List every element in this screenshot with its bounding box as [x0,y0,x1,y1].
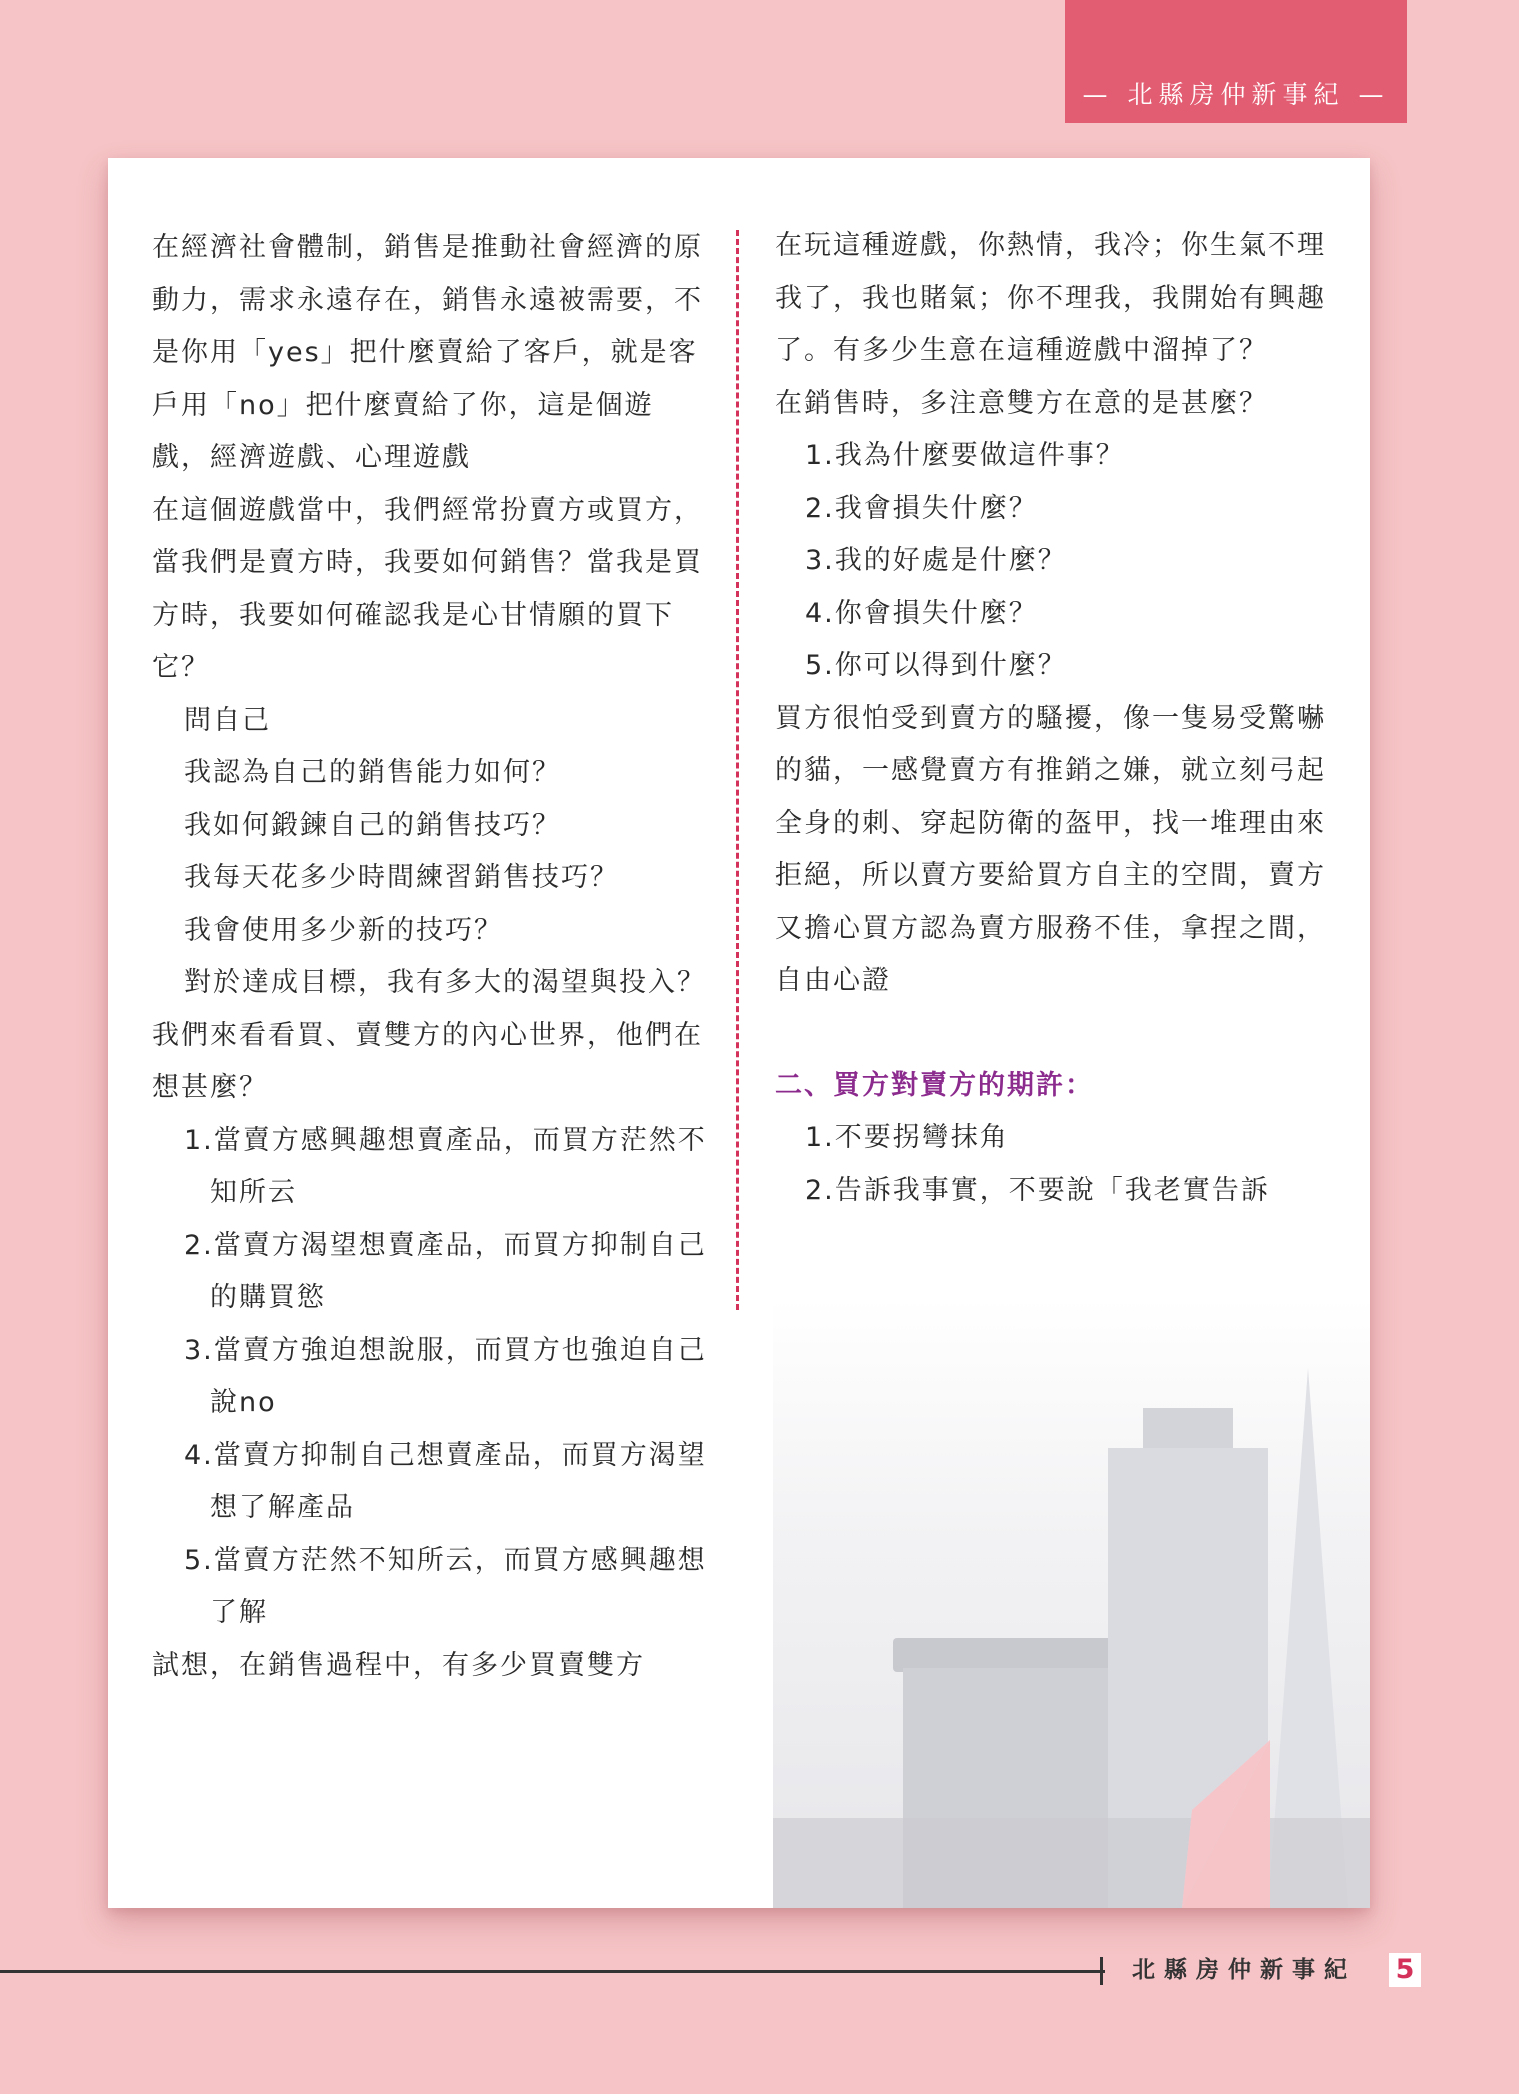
paragraph: 在玩這種遊戲，你熱情，我冷；你生氣不理我了，我也賭氣；你不理我，我開始有興趣了。有多少生意在這種遊戲中溜掉了？ [775,230,1326,366]
list-item: 1.當賣方感興趣想賣產品，而買方茫然不知所云 [184,1124,707,1208]
paragraph: 買方很怕受到賣方的騷擾，像一隻易受驚嚇的貓，一感覺賣方有推銷之嫌，就立刻弓起全身的刺、穿起防衛的盔甲，找一堆理由來拒絕，所以賣方要給買方自主的空間，賣方又擔心買方認為賣方服務不佳，拿捏之間，自由心證 [775,702,1326,996]
column-divider [736,230,739,1310]
street-shape [773,1818,1370,1908]
list-item: 3.我的好處是什麼？ [805,545,1067,576]
question-item: 我會使用多少新的技巧？ [184,914,503,946]
section-heading: 二、買方對賣方的期許： [775,1069,1094,1101]
page-curl-icon [1182,1740,1270,1908]
list-item: 2.告訴我事實，不要說「我老實告訴 [805,1174,1270,1206]
city-skyline-photo [773,1298,1370,1908]
list-item: 3.當賣方強迫想說服，而買方也強迫自己說no [184,1334,707,1418]
page-number: 5 [1389,1953,1421,1987]
left-column [152,222,707,1692]
footer-rule [0,1970,1105,1973]
question-item: 我每天花多少時間練習銷售技巧？ [184,862,619,893]
list-item: 1.不要拐彎抹角 [805,1122,1009,1153]
question-item: 我認為自己的銷售能力如何？ [184,757,561,788]
list-item: 4.你會損失什麼？ [805,597,1038,629]
paragraph: 在這個遊戲當中，我們經常扮賣方或買方，當我們是賣方時，我要如何銷售？當我是買方時，我要如何確認我是心甘情願的買下它？ [152,494,703,683]
question-item: 對於達成目標，我有多大的渴望與投入？ [184,967,706,998]
right-column [775,220,1330,1217]
header-title: — 北縣房仲新事紀 — [1082,80,1390,109]
ask-self-label: 問自己 [184,704,271,736]
footer-title: 北縣房仲新事紀 [1132,1957,1356,1983]
question-item: 我如何鍛鍊自己的銷售技巧？ [184,809,561,841]
paragraph: 我們來看看買、賣雙方的內心世界，他們在想甚麼？ [152,1019,703,1103]
footer-tick [1100,1957,1103,1985]
list-item: 1.我為什麼要做這件事？ [805,440,1125,471]
intro-paragraph: 在經濟社會體制，銷售是推動社會經濟的原動力，需求永遠存在，銷售永遠被需要，不是你用「yes」把什麼賣給了客戶，就是客戶用「no」把什麼賣給了你，這是個遊戲，經濟遊戲、心理遊戲 [152,232,703,473]
tower-cap-shape [893,1638,1123,1672]
list-item: 5.你可以得到什麼？ [805,650,1067,681]
list-item: 4.當賣方抑制自己想賣產品，而買方渴望想了解產品 [184,1439,707,1523]
paragraph: 在銷售時，多注意雙方在意的是甚麼？ [775,387,1268,419]
list-item: 2.我會損失什麼？ [805,492,1038,524]
paragraph: 試想，在銷售過程中，有多少買賣雙方 [152,1649,645,1681]
list-item: 2.當賣方渴望想賣產品，而買方抑制自己的購買慾 [184,1229,707,1313]
list-item: 5.當賣方茫然不知所云，而買方感興趣想了解 [184,1544,707,1628]
